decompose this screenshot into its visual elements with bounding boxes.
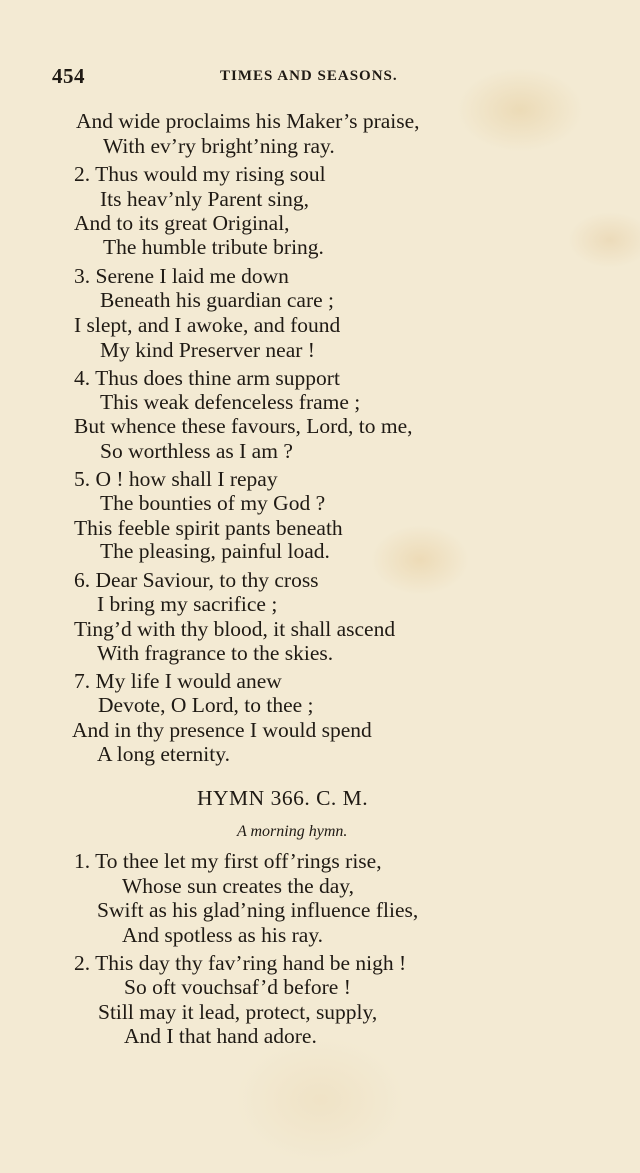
verse-line: The bounties of my God ? [100,491,326,515]
verse-line: With ev’ry bright’ning ray. [103,134,335,158]
verse-line: And to its great Original, [74,211,290,235]
verse-line: Swift as his glad’ning influence flies, [97,898,419,922]
page-number: 454 [52,64,85,88]
verse-line: Ting’d with thy blood, it shall ascend [74,617,396,641]
hymn-subtitle: A morning hymn. [237,823,348,840]
verse-line: With fragrance to the skies. [97,641,334,665]
verse-line: And in thy presence I would spend [72,718,372,742]
verse-line: Beneath his guardian care ; [100,288,335,312]
verse-line: And spotless as his ray. [122,923,324,947]
verse-line: And wide proclaims his Maker’s praise, [76,109,420,133]
verse-line: Whose sun creates the day, [122,874,355,898]
verse-line: The humble tribute bring. [103,235,324,259]
verse-line: A long eternity. [97,742,230,766]
verse-line: 2. Thus would my rising soul [74,162,326,186]
verse-line: 6. Dear Saviour, to thy cross [74,568,319,592]
verse-line: I slept, and I awoke, and found [74,313,341,337]
page-header [52,64,612,94]
verse-line: Devote, O Lord, to thee ; [98,693,314,717]
verse-line: Its heav’nly Parent sing, [100,187,309,211]
verse-line: I bring my sacrifice ; [97,592,278,616]
verse-line: Still may it lead, protect, supply, [98,1000,378,1024]
verse-line: So worthless as I am ? [100,439,293,463]
verse-line: 4. Thus does thine arm support [74,366,340,390]
verse-line: So oft vouchsaf’d before ! [124,975,351,999]
verse-line: 3. Serene I laid me down [74,264,289,288]
verse-line: But whence these favours, Lord, to me, [74,414,413,438]
verse-line: 5. O ! how shall I repay [74,467,278,491]
verse-line: 7. My life I would anew [74,669,282,693]
running-head: TIMES AND SEASONS. [220,68,398,84]
hymn-title: HYMN 366. C. M. [197,786,369,810]
verse-line: And I that hand adore. [124,1024,317,1048]
verse-line: This feeble spirit pants beneath [74,516,343,540]
verse-line: My kind Preserver near ! [100,338,315,362]
verse-line: This weak defenceless frame ; [100,390,361,414]
verse-line: The pleasing, painful load. [100,539,330,563]
verse-line: 1. To thee let my first off’rings rise, [74,849,382,873]
verse-line: 2. This day thy fav’ring hand be nigh ! [74,951,407,975]
